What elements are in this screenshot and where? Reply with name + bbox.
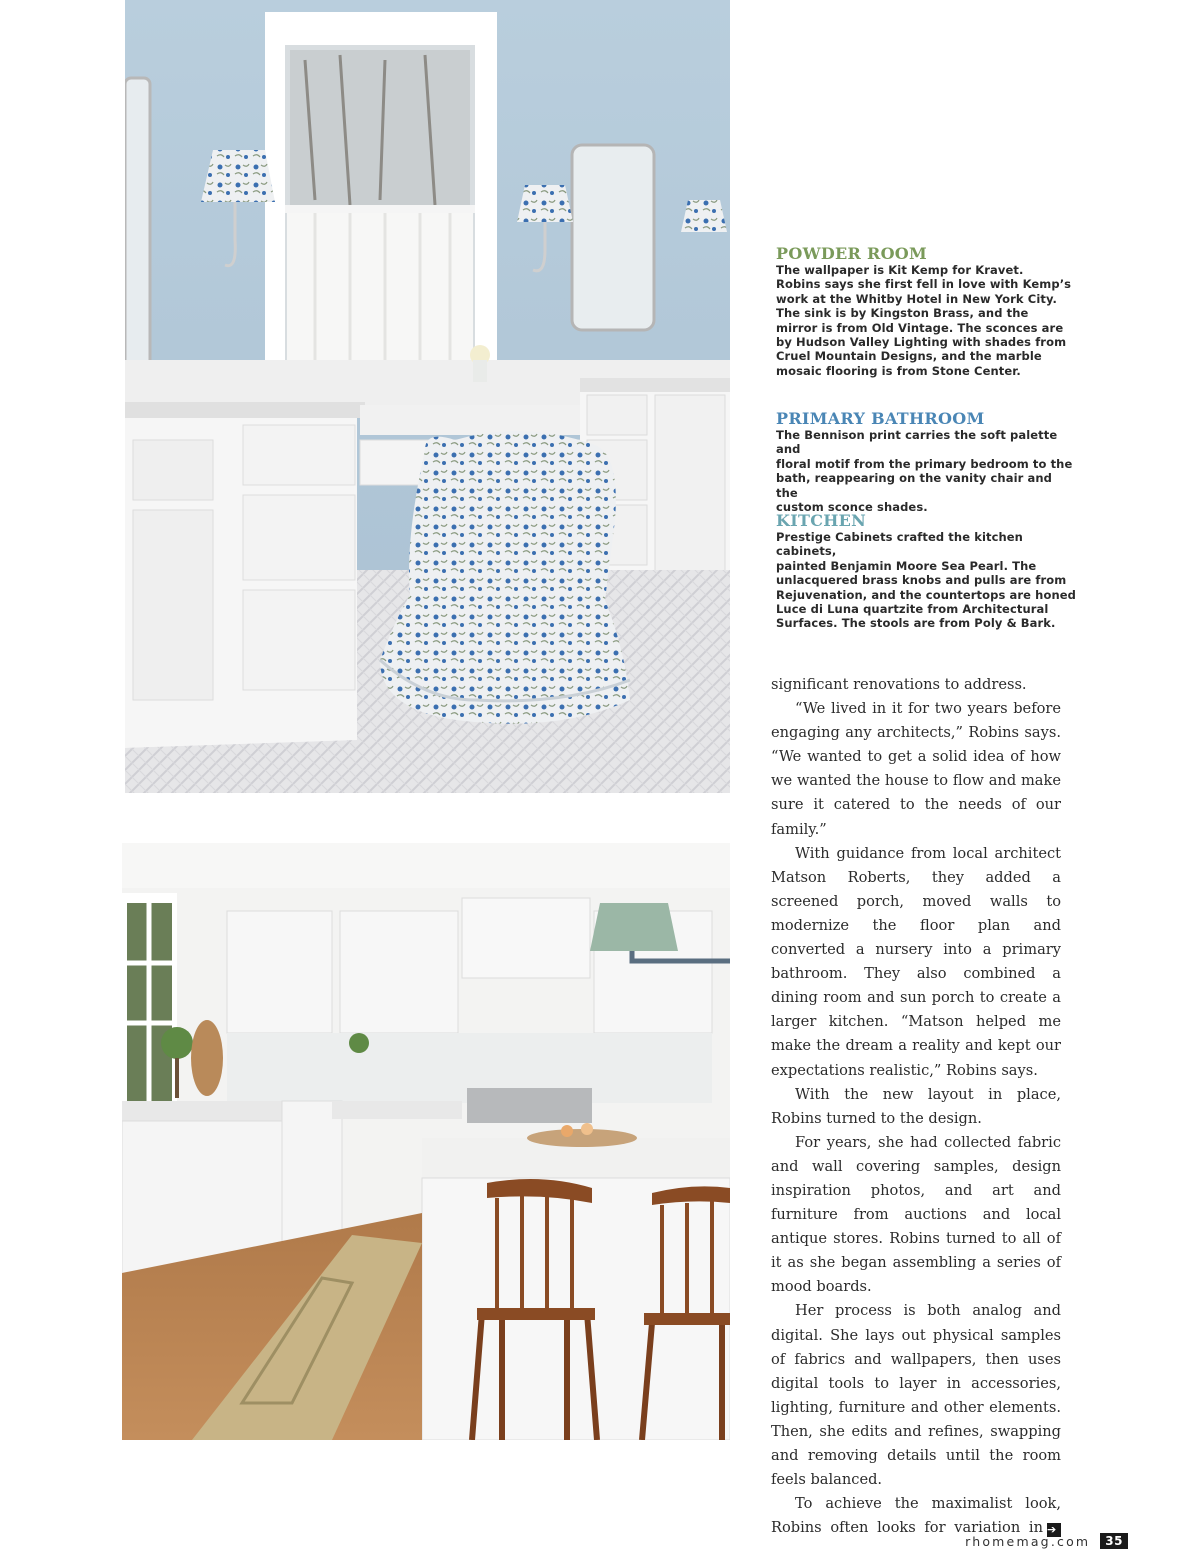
- caption-heading-kitchen: KITCHEN: [776, 511, 867, 530]
- bathroom-photo: [125, 0, 730, 793]
- caption-body-primary-bathroom: [776, 428, 1076, 514]
- caption-line: Cruel Mountain Designs, and the marble: [776, 349, 1042, 364]
- caption-primary-bathroom: [776, 410, 1076, 514]
- site-url: rhomemag.com: [965, 1533, 1091, 1549]
- caption-line: floral motif from the primary bedroom to the: [776, 456, 1073, 471]
- caption-line: Rejuvenation, and the countertops are honed: [776, 587, 1076, 602]
- caption-line: by Hudson Valley Lighting with shades from: [776, 335, 1067, 350]
- article-body: [771, 673, 1061, 1540]
- caption-line: work at the Whitby Hotel in New York City.: [776, 291, 1057, 306]
- caption-line: Surfaces. The stools are from Poly & Bark.: [776, 616, 1056, 631]
- article-paragraph: With the new layout in place, Robins turned to the design.: [771, 1085, 1061, 1127]
- arrow-right-icon: ➔: [1047, 1523, 1061, 1537]
- caption-heading-powder-room: POWDER ROOM: [776, 244, 928, 263]
- page-number: 35: [1100, 1533, 1128, 1549]
- article-paragraph: significant renovations to address.: [771, 676, 1027, 693]
- caption-line: bath, reappearing on the vanity chair and the: [776, 471, 1052, 500]
- caption-line: Robins says she first fell in love with Kemp’s: [776, 277, 1072, 292]
- caption-powder-room: [776, 245, 1076, 378]
- caption-line: The Bennison print carries the soft palette and: [776, 428, 1058, 457]
- caption-heading-primary-bathroom: PRIMARY BATHROOM: [776, 409, 985, 428]
- caption-line: Luce di Luna quartzite from Architectural: [776, 602, 1049, 617]
- caption-body-kitchen: [776, 530, 1076, 631]
- caption-line: Prestige Cabinets crafted the kitchen cabinets,: [776, 530, 1023, 559]
- article-paragraph: For years, she had collected fabric and wall covering samples, design inspiration photos, and art and furniture from auctions and local antique stores. Robins turned to all of it as she began assembling a series of mood boards.: [771, 1133, 1061, 1296]
- caption-line: The wallpaper is Kit Kemp for Kravet.: [776, 263, 1024, 277]
- article-paragraph: “We lived in it for two years before engaging any architects,” Robins says. “We wanted to get a solid idea of how we wanted the house to flow and make sure it catered to the needs of our family.”: [771, 700, 1061, 838]
- kitchen-photo: [122, 843, 730, 1440]
- caption-line: mirror is from Old Vintage. The sconces are: [776, 320, 1064, 335]
- caption-line: The sink is by Kingston Brass, and the: [776, 306, 1029, 321]
- article-paragraph: Her process is both analog and digital. She lays out physical samples of fabrics and wallpapers, then uses digital tools to layer in accessories, lighting, furniture and other elements. Then, she edits and refines, swapping and removing details until the room feels balanced.: [771, 1302, 1061, 1489]
- caption-line: unlacquered brass knobs and pulls are from: [776, 573, 1067, 588]
- caption-line: painted Benjamin Moore Sea Pearl. The: [776, 558, 1037, 573]
- article-paragraph: With guidance from local architect Matson Roberts, they added a screened porch, moved walls to modernize the floor plan and converted a nursery into a primary bathroom. They also combined a dining room and sun porch to create a larger kitchen. “Matson helped me make the dream a reality and kept our expectations realistic,” Robins says.: [771, 844, 1061, 1079]
- article-paragraph-text: To achieve the maximalist look, Robins often looks for variation in: [771, 1495, 1061, 1537]
- caption-line: custom sconce shades.: [776, 500, 928, 515]
- caption-kitchen: [776, 512, 1076, 631]
- caption-line: mosaic flooring is from Stone Center.: [776, 363, 1021, 378]
- caption-body-powder-room: [776, 263, 1076, 378]
- page-footer: [965, 1533, 1128, 1549]
